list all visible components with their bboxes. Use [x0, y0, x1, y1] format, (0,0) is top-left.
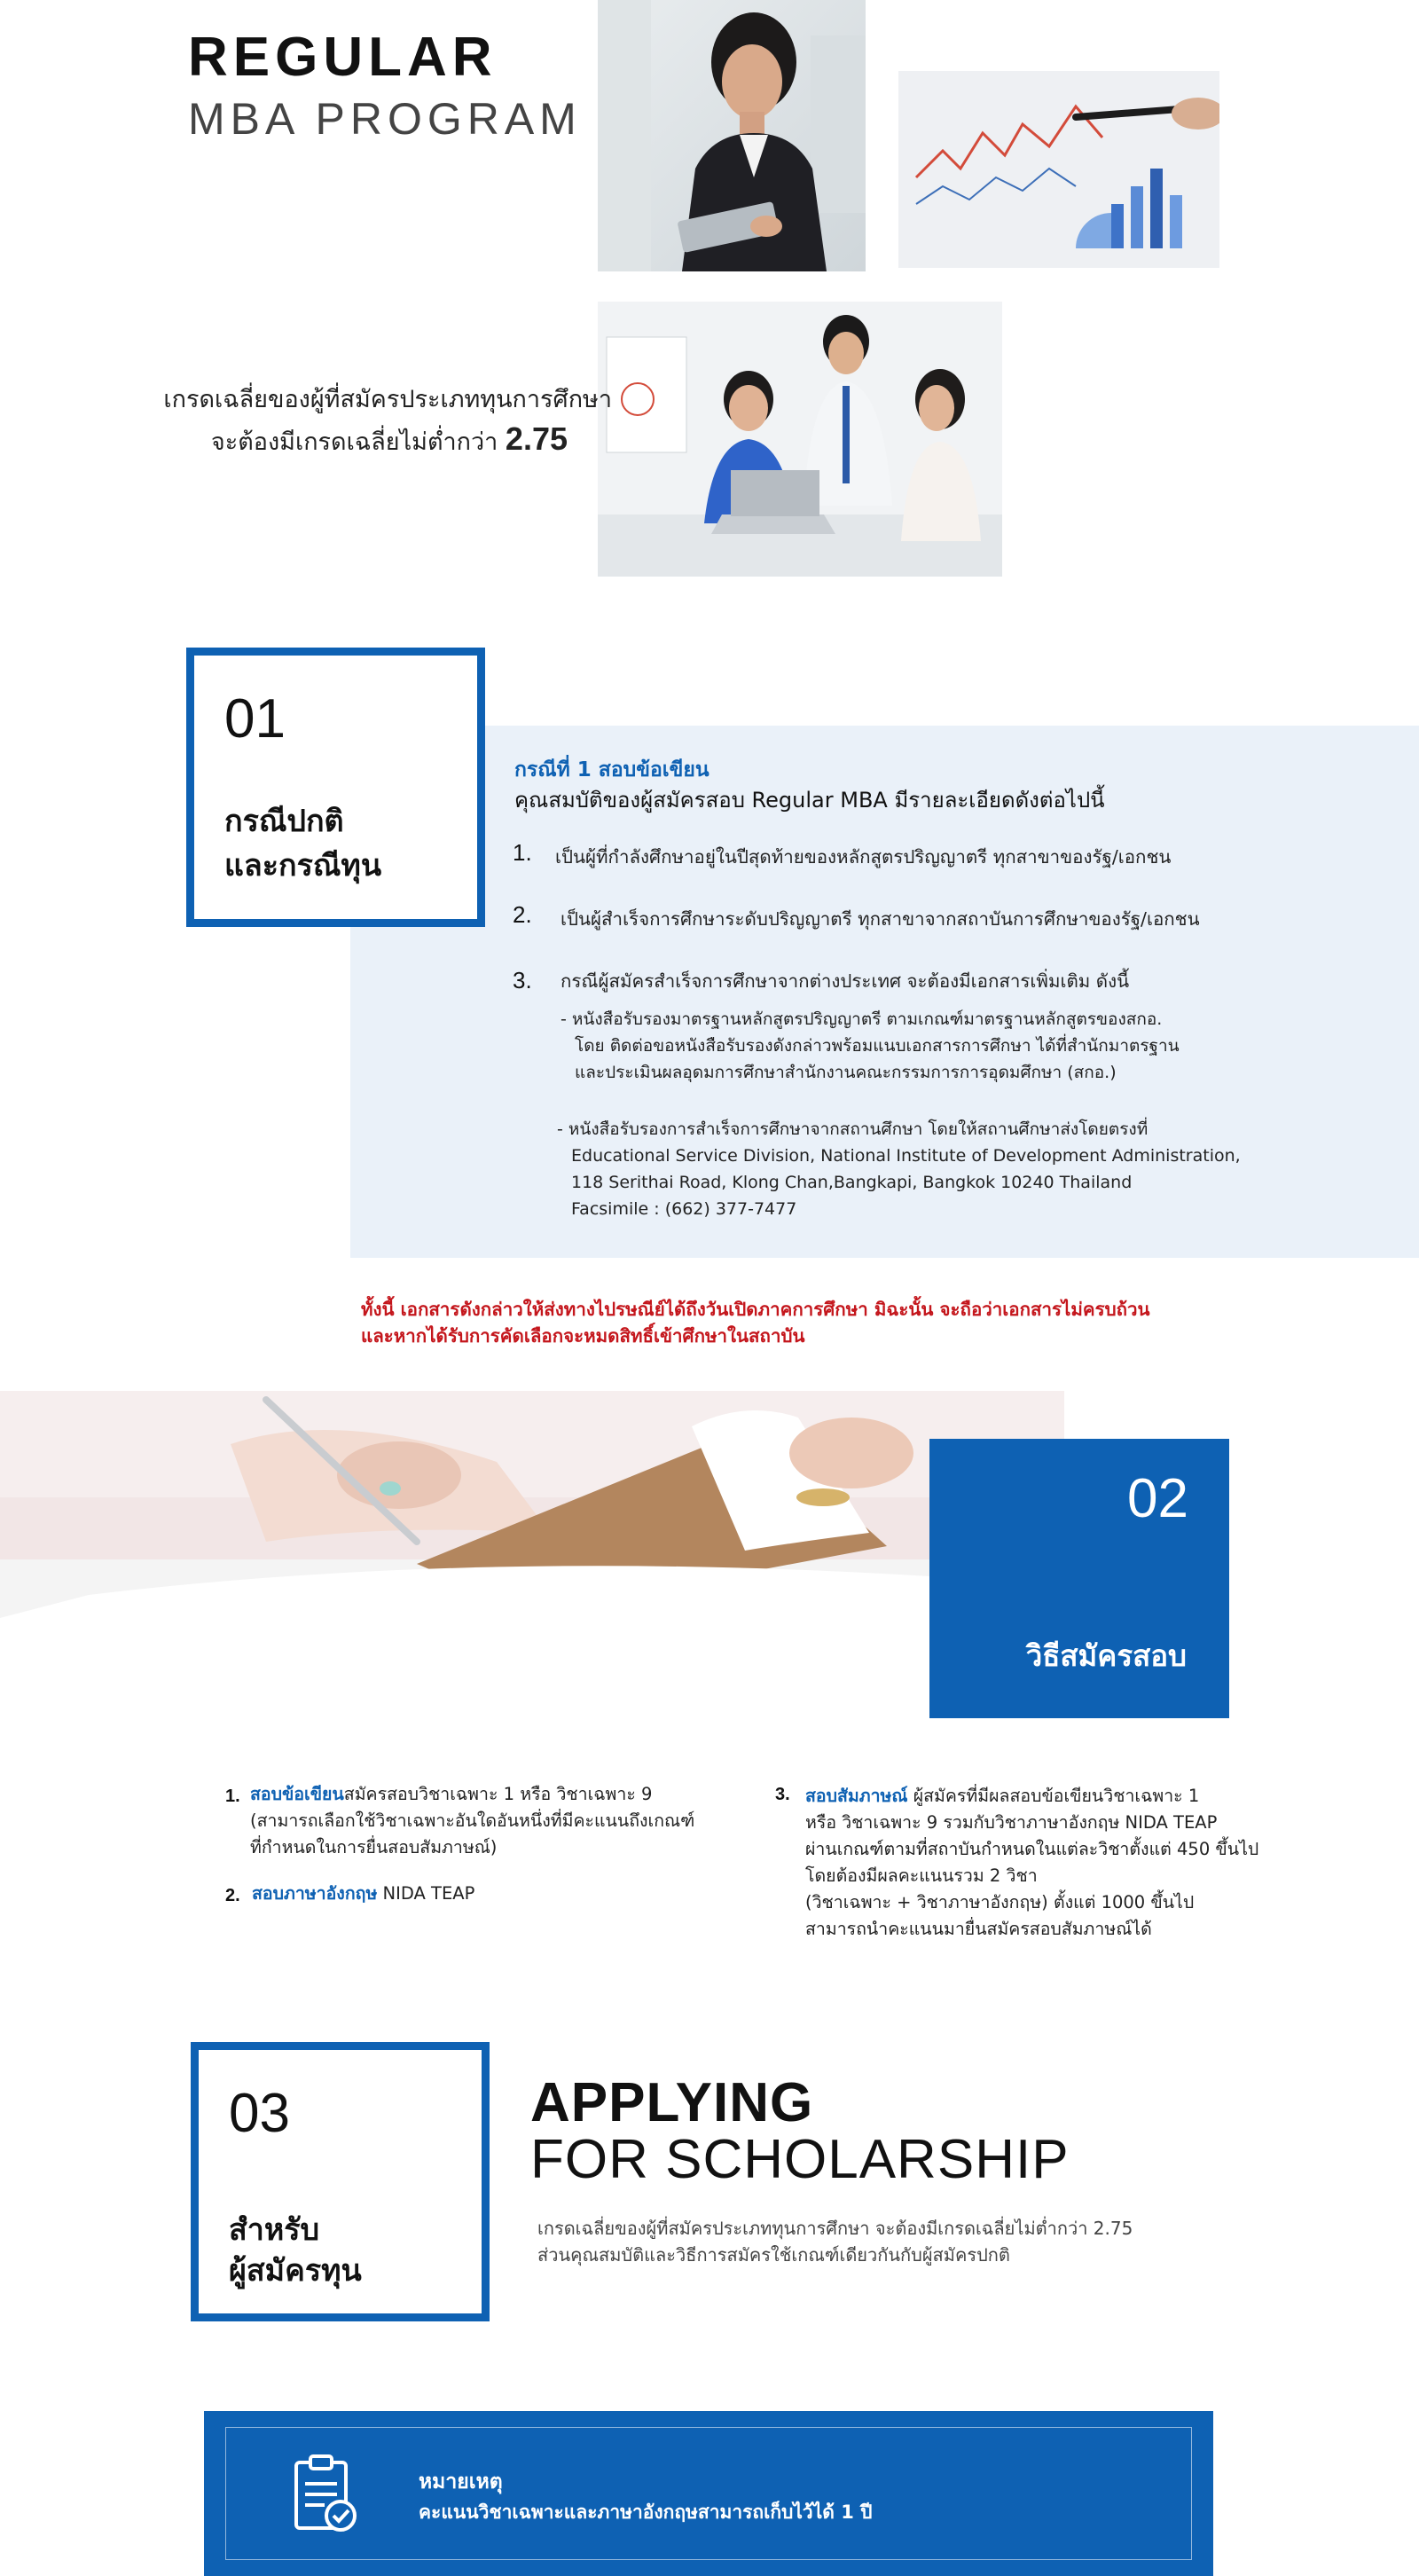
program-subtitle: MBA PROGRAM: [188, 94, 582, 144]
section-03-label-line1: สำหรับ: [229, 2212, 320, 2248]
section-02-box: [929, 1439, 1229, 1718]
apply-step-3-highlight: สอบสัมภาษณ์: [805, 1786, 908, 1806]
remark-text: คะแนนวิชาเฉพาะและภาษาอังกฤษสามารถเก็บไว้ได้ 1 ปี: [419, 2501, 873, 2523]
doc-req-b-line2: Educational Service Division, National Institute of Development Administration,: [571, 1146, 1241, 1166]
apply-step-3-line2: หรือ วิชาเฉพาะ 9 รวมกับวิชาภาษาอังกฤษ NIDA TEAP: [805, 1812, 1218, 1833]
gpa-note-value: 2.75: [505, 420, 568, 457]
apply-step-3-num: 3.: [775, 1785, 790, 1804]
apply-step-1-line1: [250, 1781, 652, 1808]
clipboard-check-icon: [293, 2454, 358, 2533]
gpa-note-line2: [211, 420, 568, 460]
section-03-box: [191, 2042, 490, 2321]
meeting-photo: [598, 302, 1002, 577]
section-03-number: 03: [229, 2083, 290, 2144]
section-02-label: วิธีสมัครสอบ: [1025, 1638, 1187, 1673]
apply-step-1-rest: สมัครสอบวิชาเฉพาะ 1 หรือ วิชาเฉพาะ 9: [343, 1784, 653, 1804]
chart-pen-photo: [898, 71, 1219, 268]
document-warning-line1: ทั้งนี้ เอกสารดังกล่าวให้ส่งทางไปรษณีย์ได้ถึงวันเปิดภาคการศึกษา มิฉะนั้น จะถือว่าเอกสารไม่ครบถ้วน: [361, 1299, 1150, 1320]
apply-step-3-line6: สามารถนำคะแนนมายื่นสมัครสอบสัมภาษณ์ได้: [805, 1919, 1152, 1939]
section-02-number: 02: [1127, 1468, 1188, 1529]
apply-step-3-line1: [805, 1783, 1199, 1810]
apply-step-2-num: 2.: [225, 1886, 240, 1905]
apply-step-1-num: 1.: [225, 1787, 240, 1806]
qual-item-1-text: เป็นผู้ที่กำลังศึกษาอยู่ในปีสุดท้ายของหลักสูตรปริญญาตรี ทุกสาขาของรัฐ/เอกชน: [555, 846, 1172, 868]
qual-item-2-text: เป็นผู้สำเร็จการศึกษาระดับปริญญาตรี ทุกสาขาจากสถาบันการศึกษาของรัฐ/เอกชน: [561, 908, 1200, 930]
scholarship-text-line1: เกรดเฉลี่ยของผู้ที่สมัครประเภททุนการศึกษา จะต้องมีเกรดเฉลี่ยไม่ต่ำกว่า 2.75: [537, 2218, 1133, 2239]
section-01-box: [186, 648, 485, 927]
apply-step-2-line: [252, 1881, 474, 1907]
apply-step-3-line3: ผ่านเกณฑ์ตามที่สถาบันกำหนดในแต่ละวิชาตั้งแต่ 450 ขึ้นไป: [805, 1839, 1259, 1859]
section-01-label-line2: และกรณีทุน: [224, 848, 382, 884]
remark-title: หมายเหตุ: [419, 2470, 503, 2494]
gpa-note-line1: เกรดเฉลี่ยของผู้ที่สมัครประเภททุนการศึกษา: [163, 386, 612, 413]
apply-step-3-line5: (วิชาเฉพาะ + วิชาภาษาอังกฤษ) ตั้งแต่ 1000 ขึ้นไป: [805, 1892, 1195, 1912]
gpa-note-prefix: จะต้องมีเกรดเฉลี่ยไม่ต่ำกว่า: [210, 428, 498, 456]
document-warning-line2: และหากได้รับการคัดเลือกจะหมดสิทธิ์เข้าศึกษาในสถาบัน: [361, 1325, 805, 1347]
apply-step-2-highlight: สอบภาษาอังกฤษ: [252, 1883, 378, 1904]
doc-req-a-line2: โดย ติดต่อขอหนังสือรับรองดังกล่าวพร้อมแนบเอกสารการศึกษา ได้ที่สำนักมาตรฐาน: [575, 1036, 1180, 1056]
doc-req-b-line3: 118 Serithai Road, Klong Chan,Bangkapi, Bangkok 10240 Thailand: [571, 1173, 1133, 1192]
apply-step-1-highlight: สอบข้อเขียน: [250, 1784, 344, 1804]
doc-req-b-line4: Facsimile : (662) 377-7477: [571, 1199, 797, 1219]
scholarship-heading-line2: FOR SCHOLARSHIP: [530, 2129, 1070, 2190]
remark-frame: [225, 2427, 1192, 2560]
apply-step-3-line4: โดยต้องมีผลคะแนนรวม 2 วิชา: [805, 1865, 1038, 1886]
apply-step-1-line2: (สามารถเลือกใช้วิชาเฉพาะอันใดอันหนึ่งที่มีคะแนนถึงเกณฑ์: [250, 1810, 695, 1831]
writing-hands-photo: [0, 1391, 1064, 1618]
qual-item-3-num: 3.: [513, 967, 532, 993]
remark-banner: [204, 2411, 1213, 2576]
case-subtitle: คุณสมบัติของผู้สมัครสอบ Regular MBA มีรายละเอียดดังต่อไปนี้: [514, 788, 1105, 813]
scholarship-text-line2: ส่วนคุณสมบัติและวิธีการสมัครใช้เกณฑ์เดียวกันกับผู้สมัครปกติ: [537, 2244, 1010, 2266]
doc-req-b-line1: - หนังสือรับรองการสำเร็จการศึกษาจากสถานศึกษา โดยให้สถานศึกษาส่งโดยตรงที่: [557, 1119, 1149, 1139]
section-01-label-line1: กรณีปกติ: [224, 804, 344, 839]
program-title: REGULAR: [188, 27, 498, 88]
apply-step-1-line3: ที่กำหนดในการยื่นสอบสัมภาษณ์): [250, 1837, 498, 1857]
qual-item-2-num: 2.: [513, 901, 532, 928]
qual-item-3-text: กรณีผู้สมัครสำเร็จการศึกษาจากต่างประเทศ จะต้องมีเอกสารเพิ่มเติม ดังนี้: [561, 970, 1130, 992]
section-01-number: 01: [224, 688, 286, 750]
section-03-label-line2: ผู้สมัครทุน: [229, 2253, 362, 2289]
doc-req-a-line1: - หนังสือรับรองมาตรฐานหลักสูตรปริญญาตรี ตามเกณฑ์มาตรฐานหลักสูตรของสกอ.: [561, 1009, 1163, 1029]
apply-step-2-rest: NIDA TEAP: [377, 1883, 475, 1904]
scholarship-heading-line1: APPLYING: [530, 2072, 814, 2133]
apply-step-3-rest: ผู้สมัครที่มีผลสอบข้อเขียนวิชาเฉพาะ 1: [907, 1786, 1200, 1806]
case-title: กรณีที่ 1 สอบข้อเขียน: [514, 758, 710, 781]
doc-req-a-line3: และประเมินผลอุดมการศึกษาสำนักงานคณะกรรมการการอุดมศึกษา (สกอ.): [575, 1063, 1117, 1082]
qual-item-1-num: 1.: [513, 839, 532, 866]
businesswoman-photo: [598, 0, 866, 271]
